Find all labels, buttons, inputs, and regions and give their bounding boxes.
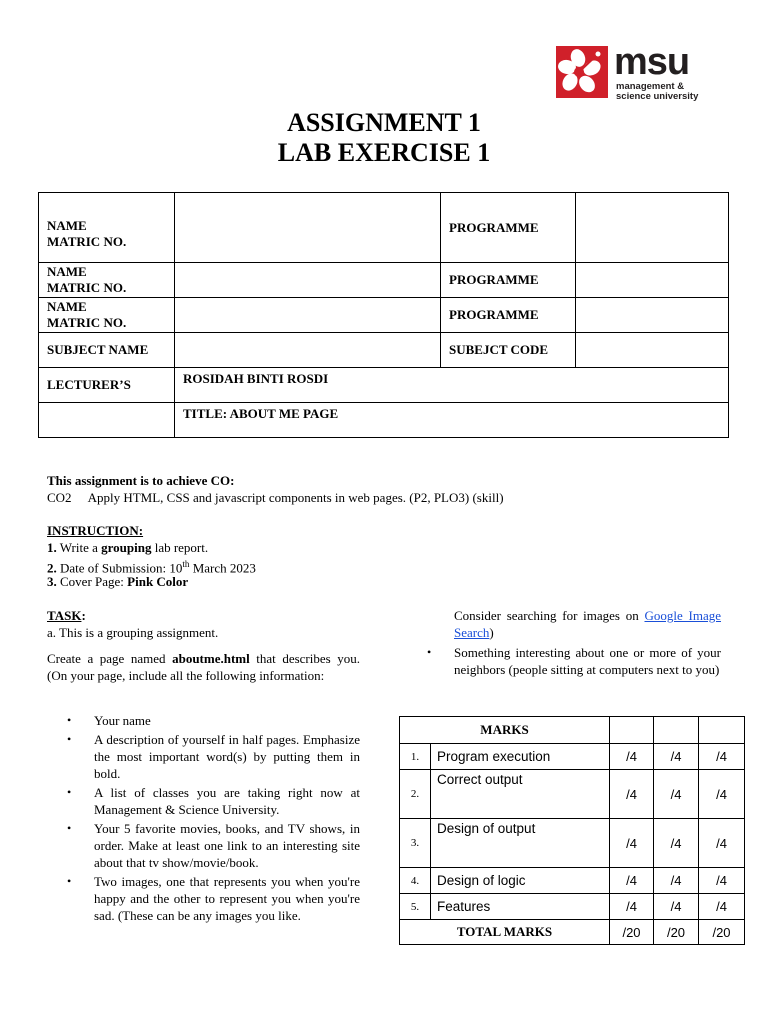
row-number: 4.: [400, 868, 431, 894]
co-line: [47, 489, 504, 506]
marks-header: MARKS: [400, 717, 610, 744]
task-line-a: a. This is a grouping assignment.: [47, 625, 219, 640]
subject-name-value: [175, 333, 441, 368]
table-row: [400, 744, 745, 770]
name-matric-value: [175, 193, 441, 263]
name-label: NAME: [47, 264, 87, 279]
instruction-text: March 2023: [189, 560, 256, 576]
neighbors-bullet-list: [407, 644, 721, 680]
score-cell: /4: [654, 894, 699, 920]
list-item: • Your name: [47, 712, 360, 729]
table-row: [39, 263, 729, 298]
image-search-text: Consider searching for images on: [454, 608, 645, 623]
score-cell: /4: [610, 819, 654, 868]
marks-header-cell: [699, 717, 745, 744]
table-row: [400, 717, 745, 744]
criterion-label: Design of logic: [431, 868, 610, 894]
task-heading-colon: :: [81, 608, 86, 623]
table-row: [39, 298, 729, 333]
score-cell: /4: [654, 770, 699, 819]
instruction-bold: grouping: [101, 540, 152, 555]
instruction-bold: Pink Color: [127, 574, 189, 589]
criterion-label: Design of output: [431, 819, 610, 868]
title-value: TITLE: ABOUT ME PAGE: [175, 403, 729, 438]
total-score-cell: /20: [654, 920, 699, 945]
image-search-note: [454, 607, 721, 641]
score-cell: /4: [699, 744, 745, 770]
criterion-label: Correct output: [431, 770, 610, 819]
score-cell: /4: [699, 770, 745, 819]
score-cell: /4: [610, 894, 654, 920]
score-cell: /4: [699, 819, 745, 868]
score-cell: /4: [610, 770, 654, 819]
name-matric-label: [39, 193, 175, 263]
total-score-cell: /20: [610, 920, 654, 945]
assignment-title: ASSIGNMENT 1: [287, 108, 481, 137]
subject-name-label: SUBJECT NAME: [39, 333, 175, 368]
instruction-text: Write a: [59, 540, 102, 555]
programme-value: [576, 298, 729, 333]
row-number: 2.: [400, 770, 431, 819]
lecturer-value: ROSIDAH BINTI ROSDI: [175, 368, 729, 403]
score-cell: /4: [654, 868, 699, 894]
table-row: [400, 770, 745, 819]
row-number: 1.: [400, 744, 431, 770]
name-matric-label: [39, 298, 175, 333]
lecturer-label: LECTURER’S: [39, 368, 175, 403]
list-item: • A list of classes you are taking right now at Management & Science University.: [47, 784, 360, 818]
table-row: [39, 333, 729, 368]
table-row: [400, 819, 745, 868]
score-cell: /4: [610, 868, 654, 894]
table-row: [39, 368, 729, 403]
name-label: NAME: [47, 299, 87, 314]
instruction-text: lab report.: [151, 540, 209, 555]
co-heading: This assignment is to achieve CO:: [47, 473, 235, 488]
task-bullet-list: [47, 712, 360, 926]
programme-value: [576, 193, 729, 263]
subject-code-value: [576, 333, 729, 368]
name-matric-value: [175, 298, 441, 333]
score-cell: /4: [654, 819, 699, 868]
name-matric-value: [175, 263, 441, 298]
table-row: [39, 403, 729, 438]
instruction-sup: th: [182, 559, 190, 569]
name-matric-label: [39, 263, 175, 298]
logo-wordmark: msu: [614, 41, 690, 83]
co-text: Apply HTML, CSS and javascript components in web pages. (P2, PLO3) (skill): [87, 490, 504, 505]
marks-header-cell: [654, 717, 699, 744]
lab-exercise-title: LAB EXERCISE 1: [277, 138, 491, 167]
task-description-text: Create a page named: [47, 651, 173, 666]
score-cell: /4: [654, 744, 699, 770]
criterion-label: Features: [431, 894, 610, 920]
table-row: [400, 868, 745, 894]
score-cell: /4: [610, 744, 654, 770]
instruction-text: Cover Page:: [60, 574, 128, 589]
list-item: • Two images, one that represents you when you're happy and the other to represent you when you're sad. (These can be any images you like.: [47, 873, 360, 924]
table-row: [39, 193, 729, 263]
programme-label: PROGRAMME: [441, 298, 576, 333]
list-item: • Something interesting about one or more of your neighbors (people sitting at computers next to you): [407, 644, 721, 678]
task-filename: aboutme.html: [172, 651, 250, 666]
programme-value: [576, 263, 729, 298]
msu-logo: [556, 41, 726, 106]
co-code: CO2: [47, 490, 72, 505]
matric-label: MATRIC NO.: [47, 315, 127, 330]
logo-subtitle-line2: science university: [616, 91, 699, 102]
row-number: 3.: [400, 819, 431, 868]
student-info-table: [38, 192, 729, 438]
matric-label: MATRIC NO.: [47, 280, 127, 295]
total-marks-label: TOTAL MARKS: [400, 920, 610, 945]
table-row: [400, 894, 745, 920]
instruction-number: 1.: [47, 540, 57, 555]
image-search-text: ): [489, 625, 494, 640]
score-cell: /4: [699, 894, 745, 920]
task-description: [47, 650, 360, 684]
total-score-cell: /20: [699, 920, 745, 945]
table-row: [400, 920, 745, 945]
google-image-search-link[interactable]: Google Image Search: [454, 608, 721, 640]
title-label: [39, 403, 175, 438]
name-label: NAME: [47, 217, 87, 233]
instruction-item: [47, 539, 208, 556]
instruction-number: 2.: [47, 560, 57, 576]
marks-header-cell: [610, 717, 654, 744]
instruction-heading: INSTRUCTION:: [47, 523, 144, 538]
task-description-text: that describes you. (On your page, include all the following information:: [47, 651, 360, 683]
hibiscus-flower-icon: [556, 46, 608, 98]
logo-subtitle-line1: management &: [616, 81, 685, 92]
subject-code-label: SUBEJCT CODE: [441, 333, 576, 368]
task-heading: [47, 607, 86, 624]
list-item: • A description of yourself in half pages. Emphasize the most important word(s) by putting them in bold.: [47, 731, 360, 782]
row-number: 5.: [400, 894, 431, 920]
instruction-text: Date of Submission: 10: [60, 560, 183, 576]
task-heading-text: TASK: [47, 608, 82, 623]
programme-label: PROGRAMME: [441, 193, 576, 263]
programme-label: PROGRAMME: [441, 263, 576, 298]
list-item: • Your 5 favorite movies, books, and TV shows, in order. Make at least one link to an interesting site about that tv show/movie/book.: [47, 820, 360, 871]
score-cell: /4: [699, 868, 745, 894]
matric-label: MATRIC NO.: [47, 233, 127, 249]
criterion-label: Program execution: [431, 744, 610, 770]
logo-subtitle: [616, 82, 698, 102]
instruction-item: [47, 573, 188, 590]
instruction-number: 3.: [47, 574, 57, 589]
marks-table: [399, 716, 745, 945]
